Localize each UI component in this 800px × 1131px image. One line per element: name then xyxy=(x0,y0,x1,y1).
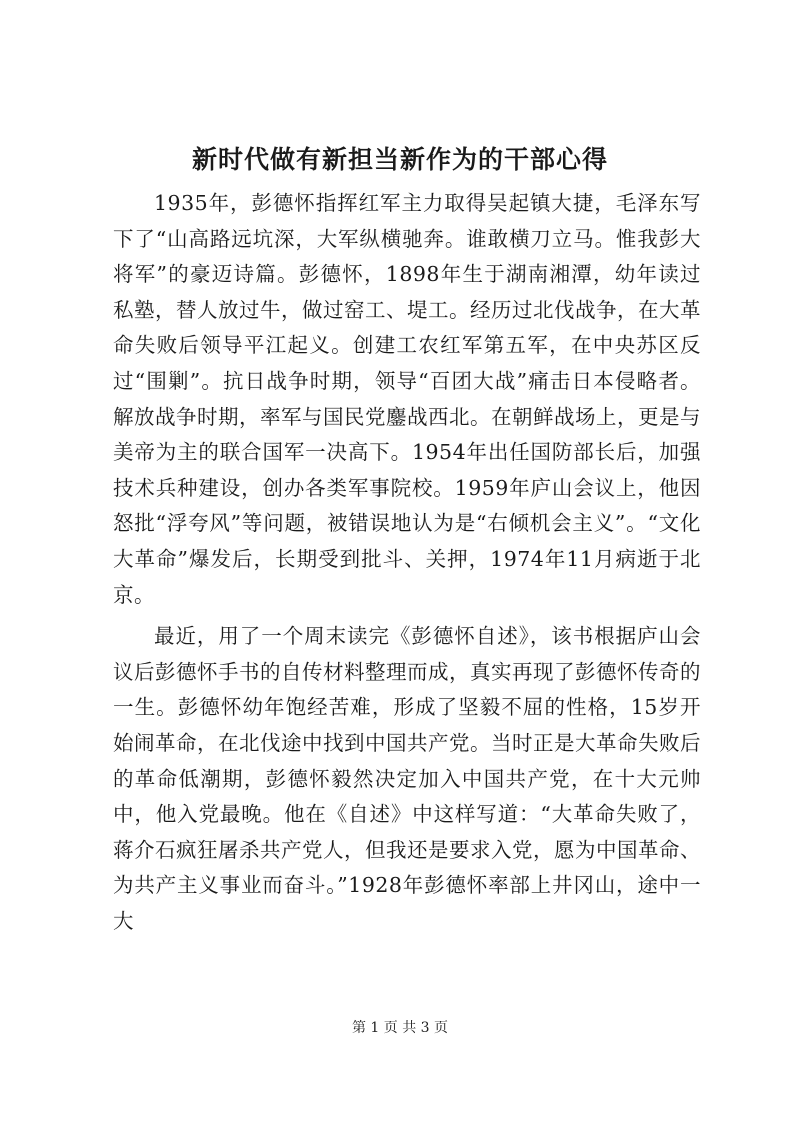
page-number-footer: 第 1 页 共 3 页 xyxy=(351,1020,449,1036)
paragraph-2: 最近，用了一个周末读完《彭德怀自述》，该书根据庐山会议后彭德怀手书的自传材料整理而成，真实再现了彭德怀传奇的一生。彭德怀幼年饱经苦难，形成了坚毅不屈的性格，15岁开始闹革命，在北伐途中找到中国共产党。当时正是大革命失败后的革命低潮期，彭德怀毅然决定加入中国共产党，在十大元帅中，他入党最晚。他在《自述》中这样写道：“大革命失败了，蒋介石疯狂屠杀共产党人，但我还是要求入党，愿为中国革命、为共产主义事业而奋斗。”1928年彭德怀率部上井冈山，途中一大 xyxy=(113,624,701,933)
document-body xyxy=(113,186,701,939)
document-title: 新时代做有新担当新作为的干部心得 xyxy=(191,145,608,174)
paragraph-1: 1935年，彭德怀指挥红军主力取得吴起镇大捷，毛泽东写下了“山高路远坑深，大军纵横驰奔。谁敢横刀立马。惟我彭大将军”的豪迈诗篇。彭德怀，1898年生于湖南湘潭，幼年读过私塾，替人放过牛，做过窑工、堤工。经历过北伐战争，在大革命失败后领导平江起义。创建工农红军第五军，在中央苏区反过“围剿”。抗日战争时期，领导“百团大战”痛击日本侵略者。解放战争时期，率军与国民党鏖战西北。在朝鲜战场上，更是与美帝为主的联合国军一决高下。1954年出任国防部长后，加强技术兵种建设，创办各类军事院校。1959年庐山会议上，他因怒批“浮夸风”等问题，被错误地认为是“右倾机会主义”。“文化大革命”爆发后，长期受到批斗、关押，1974年11月病逝于北京。 xyxy=(113,191,701,607)
